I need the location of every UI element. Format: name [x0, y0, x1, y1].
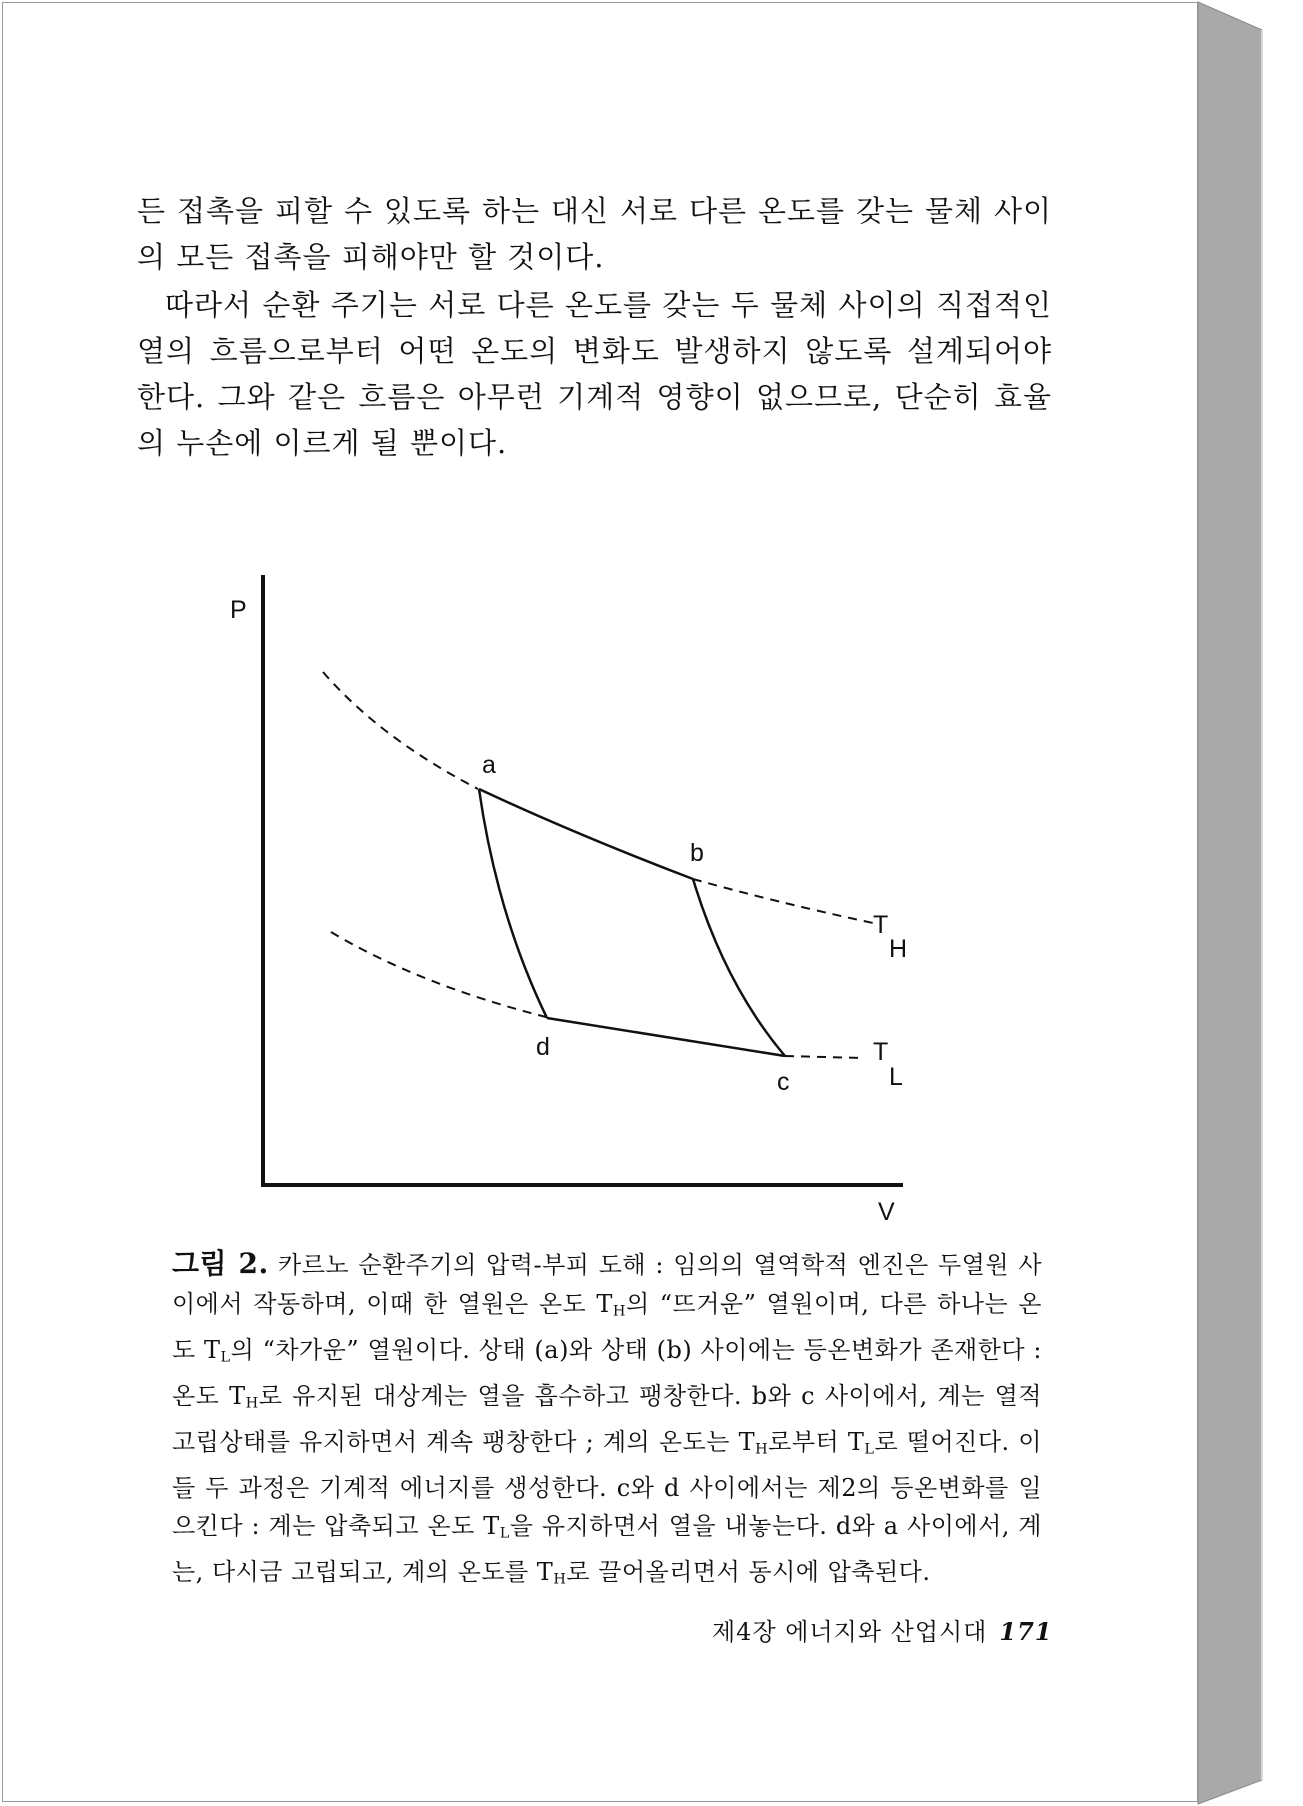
caption-text: 로부터 T: [768, 1427, 865, 1456]
point-d-label: d: [536, 1033, 550, 1061]
isotherm-high-left-dashed: [323, 672, 478, 789]
carnot-pv-diagram: [215, 560, 935, 1240]
isotherm-high-subscript: H: [889, 935, 908, 963]
caption-text: 로 끌어올리면서 동시에 압축된다.: [566, 1558, 931, 1587]
caption-text: 의 “차가운” 열원이다. 상태 (a)와 상태 (b) 사이에는 등온변화가 존재한다 : 온도 T: [172, 1335, 1043, 1410]
paragraph-2: 따라서 순환 주기는 서로 다른 온도를 갖는 두 물체 사이의 직접적인 열의 흐름으로부터 어떤 온도의 변화도 발생하지 않도록 설계되어야 한다. 그와 같은 흐름은 아무런 기계적 영향이 없으므로, 단순히 효율의 누손에 이르게 될 뿐이다.: [137, 288, 1052, 460]
body-text: [137, 188, 1052, 466]
caption-text: 을 유지하면서 열을 내놓는다. d와 a 사이에서, 계는, 다시금 고립되고, 계의 온도를 T: [172, 1512, 1042, 1587]
caption-text: 의 “뜨거운” 열원이며, 다른 하나는 온도 T: [172, 1289, 1042, 1364]
caption-subscript: H: [245, 1395, 259, 1412]
process-a-b: [479, 789, 693, 879]
process-c-d: [547, 1018, 785, 1056]
isotherm-low-right-dashed: [785, 1056, 863, 1058]
isotherm-low-subscript: L: [889, 1063, 903, 1091]
isotherm-high-right-dashed: [693, 879, 873, 923]
paragraph-1: 든 접촉을 피할 수 있도록 하는 대신 서로 다른 온도를 갖는 물체 사이의 모든 접촉을 피해야만 할 것이다.: [137, 194, 1052, 274]
isotherm-low-left-dashed: [331, 932, 546, 1017]
chapter-title: 제4장 에너지와 산업시대: [712, 1618, 988, 1646]
running-footer: [712, 1612, 1052, 1647]
caption-text: 로 유지된 대상계는 열을 흡수하고 팽창한다. b와 c 사이에서, 계는 열적 고립상태를 유지하면서 계속 팽창한다 ; 계의 온도는 T: [172, 1381, 1042, 1456]
figure-caption: [172, 1245, 1042, 1600]
caption-subscript: H: [553, 1572, 567, 1589]
point-a-label: a: [482, 751, 496, 779]
caption-subscript: L: [220, 1349, 231, 1366]
figure-caption-label: 그림 2.: [172, 1247, 269, 1280]
x-axis-label: V: [878, 1198, 895, 1226]
process-b-c: [693, 879, 785, 1056]
isotherm-high-label: T: [873, 911, 889, 939]
y-axis-label: P: [230, 596, 247, 624]
point-b-label: b: [690, 839, 704, 867]
caption-subscript: L: [864, 1441, 875, 1458]
caption-text: 로 떨어진다. 이들 두 과정은 기계적 에너지를 생성한다. c와 d 사이에서는 제2의 등온변화를 일으킨다 : 계는 압축되고 온도 T: [172, 1427, 1042, 1541]
caption-text: 카르노 순환주기의 압력-부피 도해 : 임의의 열역학적 엔진은 두열원 사이에서 작동하며, 이때 한 열원은 온도 T: [172, 1251, 1043, 1318]
caption-subscript: H: [755, 1441, 769, 1458]
isotherm-low-label: T: [873, 1038, 889, 1066]
caption-subscript: H: [612, 1303, 626, 1320]
caption-subscript: L: [499, 1525, 510, 1542]
point-c-label: c: [777, 1068, 790, 1096]
process-d-a: [479, 789, 547, 1018]
page-number: 171: [999, 1617, 1053, 1646]
